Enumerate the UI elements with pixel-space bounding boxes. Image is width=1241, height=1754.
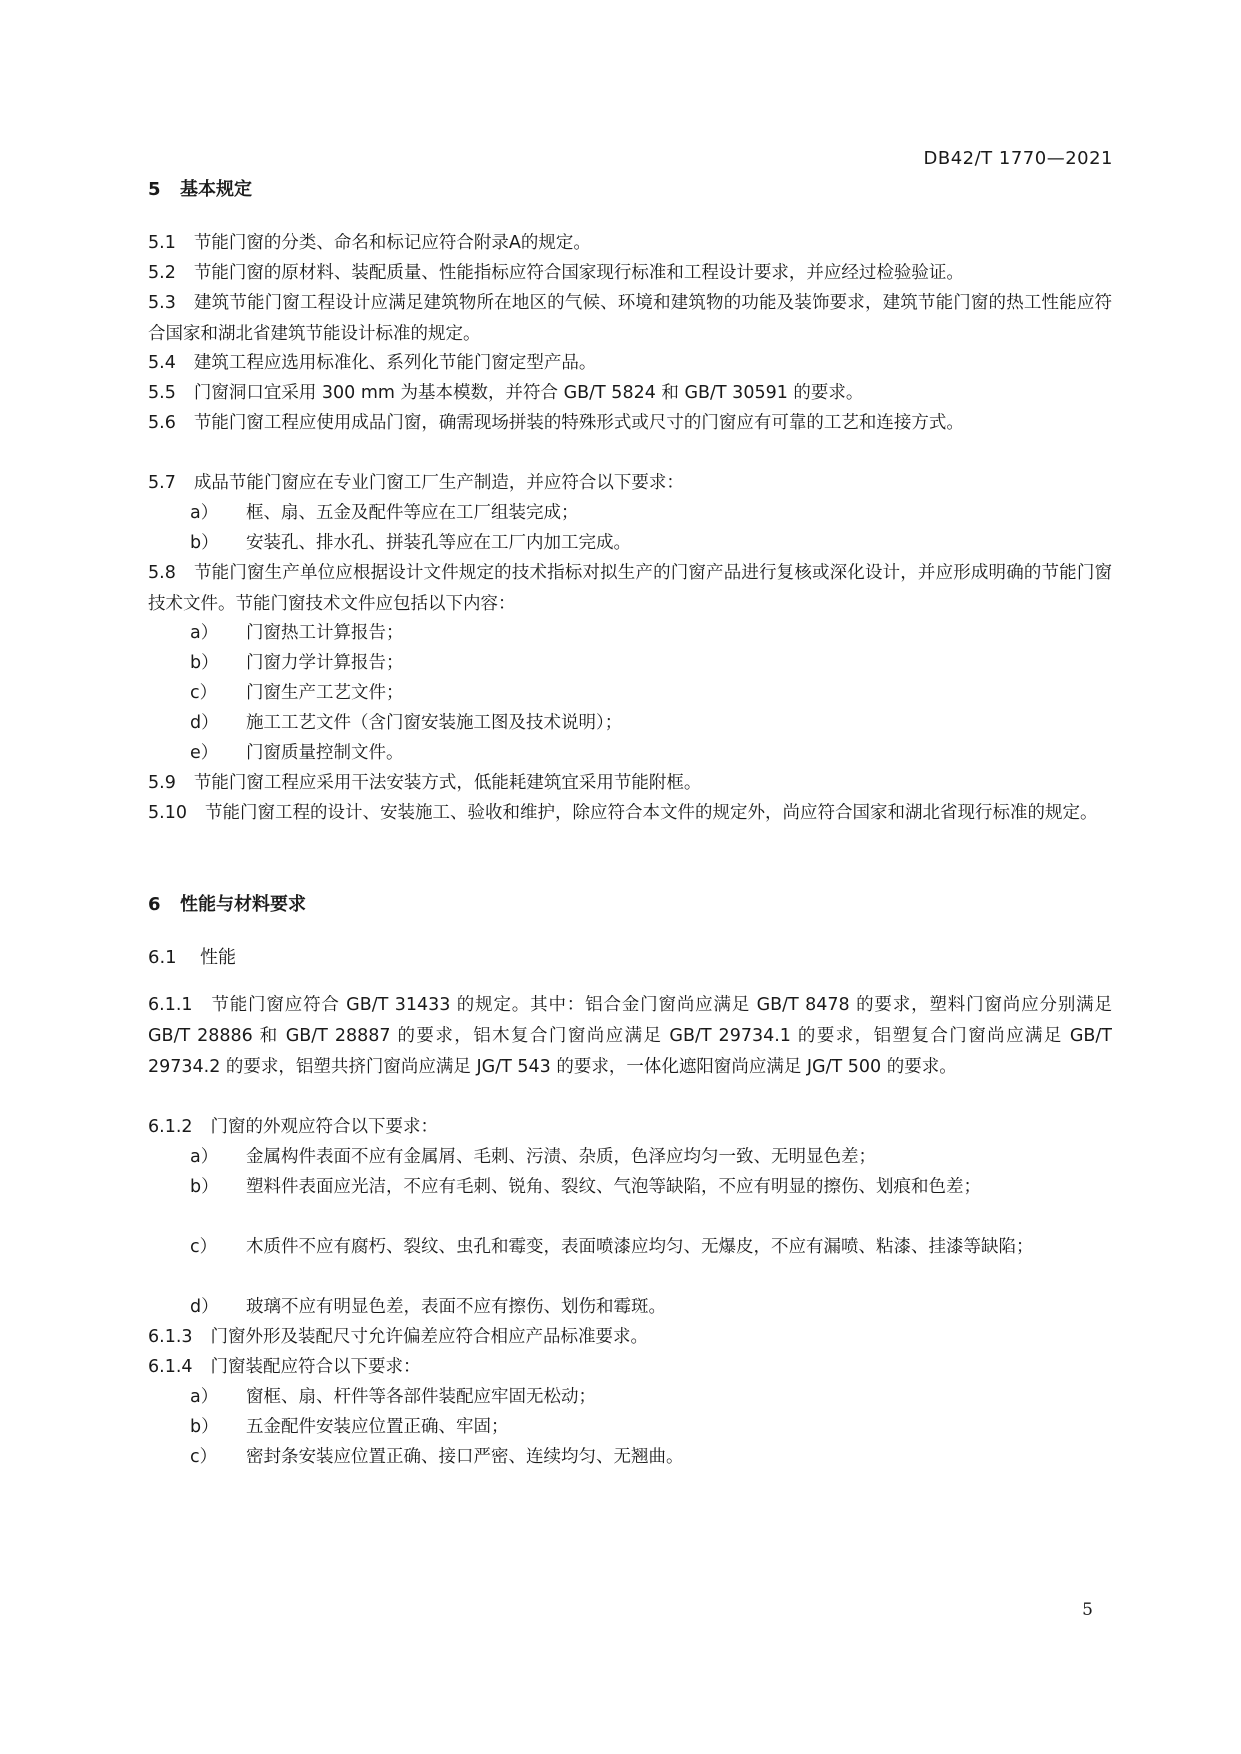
list-item (190, 1292, 1112, 1323)
list-text: 门窗生产工艺文件； (246, 683, 404, 703)
clause-number: 5.5 (148, 383, 176, 403)
list-marker: a） (190, 1147, 219, 1167)
list-text: 施工工艺文件（含门窗安装施工图及技术说明）； (246, 713, 623, 733)
list-marker: a） (190, 503, 219, 523)
list-item (190, 648, 1112, 679)
clause-6-1-3 (148, 1322, 1112, 1353)
list-text: 门窗质量控制文件。 (246, 743, 404, 763)
list-item (190, 678, 1112, 709)
list-marker: e） (190, 743, 219, 763)
list-text: 木质件不应有腐朽、裂纹、虫孔和霉变，表面喷漆应均匀、无爆皮，不应有漏喷、粘漆、挂漆等缺陷； (246, 1237, 1034, 1257)
clause-5-7 (148, 468, 1112, 499)
list-text: 金属构件表面不应有金属屑、毛刺、污渍、杂质，色泽应均匀一致、无明显色差； (246, 1147, 876, 1167)
clause-text: 节能门窗的分类、命名和标记应符合附录A的规定。 (193, 233, 591, 253)
list-item (190, 738, 1112, 769)
clause-5-8 (148, 558, 1112, 620)
clause-5-5 (148, 378, 1112, 409)
clause-text: 节能门窗工程应采用干法安装方式，低能耗建筑宜采用节能附框。 (193, 773, 702, 793)
section-title: 基本规定 (180, 179, 252, 200)
clause-number: 5.4 (148, 353, 176, 373)
clause-5-1 (148, 228, 1112, 259)
list-text: 门窗力学计算报告； (246, 653, 404, 673)
clause-text: 门窗洞口宜采用 300 mm 为基本模数，并符合 GB/T 5824 和 GB/T 30591 的要求。 (193, 383, 864, 403)
clause-text: 节能门窗的原材料、装配质量、性能指标应符合国家现行标准和工程设计要求，并应经过检验验证。 (193, 263, 964, 283)
list-item (190, 498, 1112, 529)
list-item (190, 1142, 1112, 1173)
list-marker: a） (190, 1387, 219, 1407)
section-title: 性能与材料要求 (180, 894, 306, 915)
clause-5-9 (148, 768, 1112, 799)
list-marker: c） (190, 1447, 218, 1467)
list-item (190, 1412, 1112, 1443)
clause-5-3 (148, 288, 1112, 350)
list-text: 五金配件安装应位置正确、牢固； (246, 1417, 509, 1437)
list-marker: b） (190, 1177, 219, 1197)
list-marker: b） (190, 1417, 219, 1437)
clause-5-10 (148, 798, 1112, 829)
list-item (190, 708, 1112, 739)
clause-text: 节能门窗工程应使用成品门窗，确需现场拼装的特殊形式或尺寸的门窗应有可靠的工艺和连接方式。 (193, 413, 964, 433)
clause-text: 节能门窗应符合 GB/T 31433 的规定。其中：铝合金门窗尚应满足 GB/T 8478 的要求，塑料门窗尚应分别满足 GB/T 28886 和 GB/T 28887 的要求，铝木复合门窗尚应满足 GB/T 29734.1 的要求，铝塑复合门窗尚应满足 GB/T 29734.2 的要求，铝塑共挤门窗尚应满足 JG/T 543 的要求，一体化遮阳窗尚应满足 JG/T 500 的要求。 (148, 995, 1112, 1077)
clause-text: 节能门窗工程的设计、安装施工、验收和维护，除应符合本文件的规定外，尚应符合国家和湖北省现行标准的规定。 (204, 803, 1098, 823)
clause-number: 5.8 (148, 563, 176, 583)
clause-number: 5.2 (148, 263, 176, 283)
clause-5-6 (148, 408, 1112, 439)
section-6-heading (148, 890, 306, 916)
clause-number: 5.9 (148, 773, 176, 793)
list-marker: c） (190, 1237, 218, 1257)
clause-number: 5.3 (148, 293, 176, 313)
clause-6-1-4 (148, 1352, 1112, 1383)
list-item (190, 1232, 1112, 1263)
clause-text: 门窗装配应符合以下要求： (210, 1357, 421, 1377)
clause-6-1-2 (148, 1112, 1112, 1143)
list-marker: d） (190, 1297, 219, 1317)
clause-text: 门窗的外观应符合以下要求： (210, 1117, 439, 1137)
clause-6-1-1 (148, 990, 1112, 1083)
section-number: 5 (148, 179, 161, 200)
list-text: 安装孔、排水孔、拼装孔等应在工厂内加工完成。 (246, 533, 631, 553)
clause-number: 6.1.4 (148, 1357, 193, 1377)
list-text: 窗框、扇、杆件等各部件装配应牢固无松动； (246, 1387, 596, 1407)
list-marker: b） (190, 533, 219, 553)
clause-number: 5.6 (148, 413, 176, 433)
clause-text: 建筑节能门窗工程设计应满足建筑物所在地区的气候、环境和建筑物的功能及装饰要求，建筑节能门窗的热工性能应符合国家和湖北省建筑节能设计标准的规定。 (148, 293, 1112, 344)
section-number: 6 (148, 894, 161, 915)
clause-text: 门窗外形及装配尺寸允许偏差应符合相应产品标准要求。 (210, 1327, 649, 1347)
clause-number: 5.7 (148, 473, 176, 493)
clause-text: 建筑工程应选用标准化、系列化节能门窗定型产品。 (193, 353, 597, 373)
clause-number: 6.1.1 (148, 995, 193, 1015)
list-text: 玻璃不应有明显色差，表面不应有擦伤、划伤和霉斑。 (246, 1297, 666, 1317)
list-marker: c） (190, 683, 218, 703)
clause-number: 5.1 (148, 233, 176, 253)
list-text: 门窗热工计算报告； (246, 623, 404, 643)
list-marker: a） (190, 623, 219, 643)
list-text: 塑料件表面应光洁，不应有毛刺、锐角、裂纹、气泡等缺陷，不应有明显的擦伤、划痕和色差； (246, 1177, 981, 1197)
clause-text: 成品节能门窗应在专业门窗工厂生产制造，并应符合以下要求： (193, 473, 684, 493)
list-item (190, 528, 1112, 559)
clause-number: 6.1.3 (148, 1327, 193, 1347)
clause-number: 5.10 (148, 803, 187, 823)
section-5-heading (148, 175, 252, 201)
list-marker: b） (190, 653, 219, 673)
list-item (190, 618, 1112, 649)
list-item (190, 1442, 1112, 1473)
subsection-6-1-heading (148, 943, 236, 969)
subsection-title: 性能 (200, 947, 236, 968)
clause-5-4 (148, 348, 1112, 379)
list-item (190, 1382, 1112, 1413)
list-item (190, 1172, 1112, 1203)
standard-code: DB42/T 1770—2021 (923, 148, 1113, 169)
subsection-number: 6.1 (148, 947, 177, 968)
list-text: 框、扇、五金及配件等应在工厂组装完成； (246, 503, 579, 523)
page-number: 5 (1082, 1600, 1093, 1620)
clause-5-2 (148, 258, 1112, 289)
list-marker: d） (190, 713, 219, 733)
clause-text: 节能门窗生产单位应根据设计文件规定的技术指标对拟生产的门窗产品进行复核或深化设计，并应形成明确的节能门窗技术文件。节能门窗技术文件应包括以下内容： (148, 563, 1112, 614)
list-text: 密封条安装应位置正确、接口严密、连续均匀、无翘曲。 (246, 1447, 684, 1467)
clause-number: 6.1.2 (148, 1117, 193, 1137)
